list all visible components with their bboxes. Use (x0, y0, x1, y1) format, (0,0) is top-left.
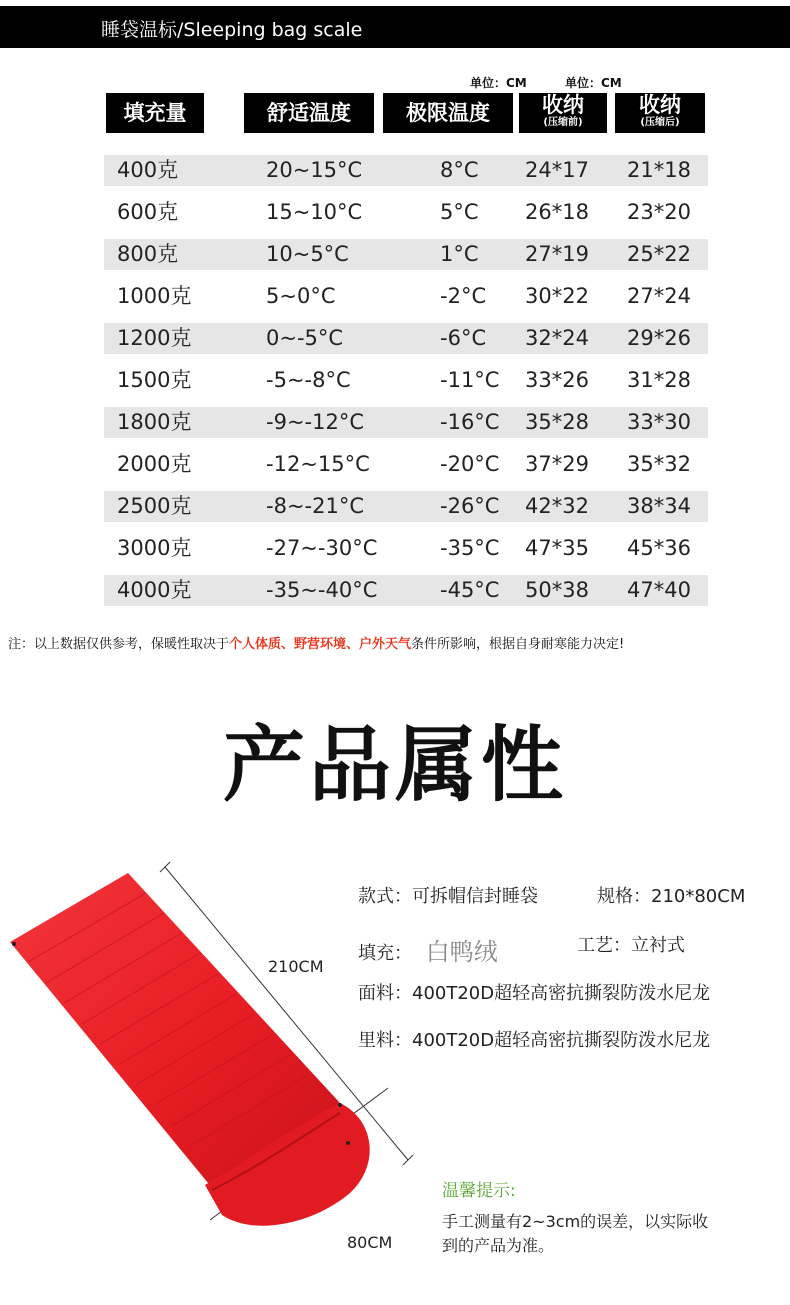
col-header-label: 收纳 (639, 93, 681, 117)
table-cell: -35°C (440, 536, 500, 560)
section-title: 产品属性 (222, 718, 567, 813)
table-cell: 600克 (117, 200, 179, 224)
col-header-limit (383, 93, 513, 133)
col-header-comfort (244, 93, 374, 133)
table-row (104, 407, 708, 438)
table-cell: 2000克 (117, 452, 192, 476)
table-cell: 3000克 (117, 536, 192, 560)
table-cell: 45*36 (627, 536, 691, 560)
table-cell: 47*40 (627, 578, 691, 602)
attr-fill (358, 931, 498, 966)
attr-lining: 里料：400T20D超轻高密抗撕裂防泼水尼龙 (358, 1030, 711, 1051)
table-cell: 23*20 (627, 200, 691, 224)
table-cell: 5°C (440, 200, 479, 224)
table-row (104, 197, 708, 228)
table-row (104, 281, 708, 312)
width-label: 80CM (347, 1233, 393, 1252)
col-header-fill (106, 93, 204, 133)
attr-fill-label: 填充： (358, 943, 412, 964)
table-cell: 800克 (117, 242, 179, 266)
table-cell: -26°C (440, 494, 500, 518)
table-cell: 33*26 (525, 368, 589, 392)
header-bar (0, 6, 790, 48)
table-cell: 35*28 (525, 410, 589, 434)
attr-outer: 面料：400T20D超轻高密抗撕裂防泼水尼龙 (358, 983, 711, 1004)
attr-style: 款式：可拆帽信封睡袋 (358, 886, 538, 907)
note-suffix: 条件所影响，根据自身耐寒能力决定! (411, 637, 625, 652)
table-cell: 1°C (440, 242, 479, 266)
col-header-label: 填充量 (123, 101, 187, 125)
col-header-sub: (压缩前) (543, 117, 583, 128)
table-row (104, 155, 708, 186)
tip-title: 温馨提示: (442, 1181, 516, 1201)
table-cell: -45°C (440, 578, 500, 602)
col-header-sub: (压缩后) (640, 117, 680, 128)
tip-text: 手工测量有2~3cm的误差，以实际收到的产品为准。 (442, 1212, 709, 1255)
table-cell: -16°C (440, 410, 500, 434)
table-cell: 20~15°C (266, 158, 363, 182)
col-header-pack-before (519, 93, 607, 133)
table-cell: 400克 (117, 158, 179, 182)
table-cell: 1000克 (117, 284, 192, 308)
table-cell: -35~-40°C (266, 578, 378, 602)
table-cell: -2°C (440, 284, 487, 308)
length-label: 210CM (268, 957, 324, 976)
table-cell: 38*34 (627, 494, 691, 518)
table-cell: 0~-5°C (266, 326, 344, 350)
table-cell: 29*26 (627, 326, 691, 350)
table-cell: 21*18 (627, 158, 691, 182)
table-row (104, 491, 708, 522)
table-cell: -11°C (440, 368, 500, 392)
table-row (104, 449, 708, 480)
table-cell: 32*24 (525, 326, 589, 350)
table-row (104, 239, 708, 270)
table-cell: -9~-12°C (266, 410, 364, 434)
table-cell: 27*19 (525, 242, 589, 266)
table-cell: -8~-21°C (266, 494, 364, 518)
table-cell: 27*24 (627, 284, 691, 308)
table-cell: 4000克 (117, 578, 192, 602)
attr-craft: 工艺：立衬式 (577, 935, 685, 956)
note-highlight: 个人体质、野营环境、户外天气 (229, 637, 412, 652)
header-title: 睡袋温标/Sleeping bag scale (101, 19, 363, 41)
col-header-pack-after (615, 93, 705, 133)
table-cell: -27~-30°C (266, 536, 378, 560)
table-cell: 8°C (440, 158, 479, 182)
attr-fill-value: 白鸭绒 (425, 938, 498, 966)
table-cell: -20°C (440, 452, 500, 476)
table-cell: 1500克 (117, 368, 192, 392)
table-cell: 31*28 (627, 368, 691, 392)
table-cell: 50*38 (525, 578, 589, 602)
table-cell: -12~15°C (266, 452, 370, 476)
data-note (8, 633, 624, 652)
table-row (104, 575, 708, 606)
table-cell: 35*32 (627, 452, 691, 476)
table-cell: 1800克 (117, 410, 192, 434)
table-row (104, 323, 708, 354)
note-prefix: 注：以上数据仅供参考，保暖性取决于 (8, 637, 230, 652)
table-cell: 1200克 (117, 326, 192, 350)
table-cell: 5~0°C (266, 284, 336, 308)
table-cell: 24*17 (525, 158, 589, 182)
table-cell: -5~-8°C (266, 368, 351, 392)
col-header-label: 舒适温度 (267, 101, 351, 125)
col-header-label: 收纳 (542, 93, 584, 117)
table-cell: 42*32 (525, 494, 589, 518)
col-header-label: 极限温度 (406, 101, 490, 125)
table-cell: 10~5°C (266, 242, 349, 266)
table-cell: 47*35 (525, 536, 589, 560)
table-cell: 37*29 (525, 452, 589, 476)
attr-size: 规格：210*80CM (597, 886, 746, 907)
table-row (104, 533, 708, 564)
table-row (104, 365, 708, 396)
table-cell: 2500克 (117, 494, 192, 518)
unit-label-2: 单位：CM (565, 76, 622, 90)
table-cell: 33*30 (627, 410, 691, 434)
table-cell: 15~10°C (266, 200, 363, 224)
table-cell: 25*22 (627, 242, 691, 266)
table-cell: -6°C (440, 326, 487, 350)
unit-label-1: 单位：CM (470, 76, 527, 90)
table-cell: 30*22 (525, 284, 589, 308)
table-cell: 26*18 (525, 200, 589, 224)
